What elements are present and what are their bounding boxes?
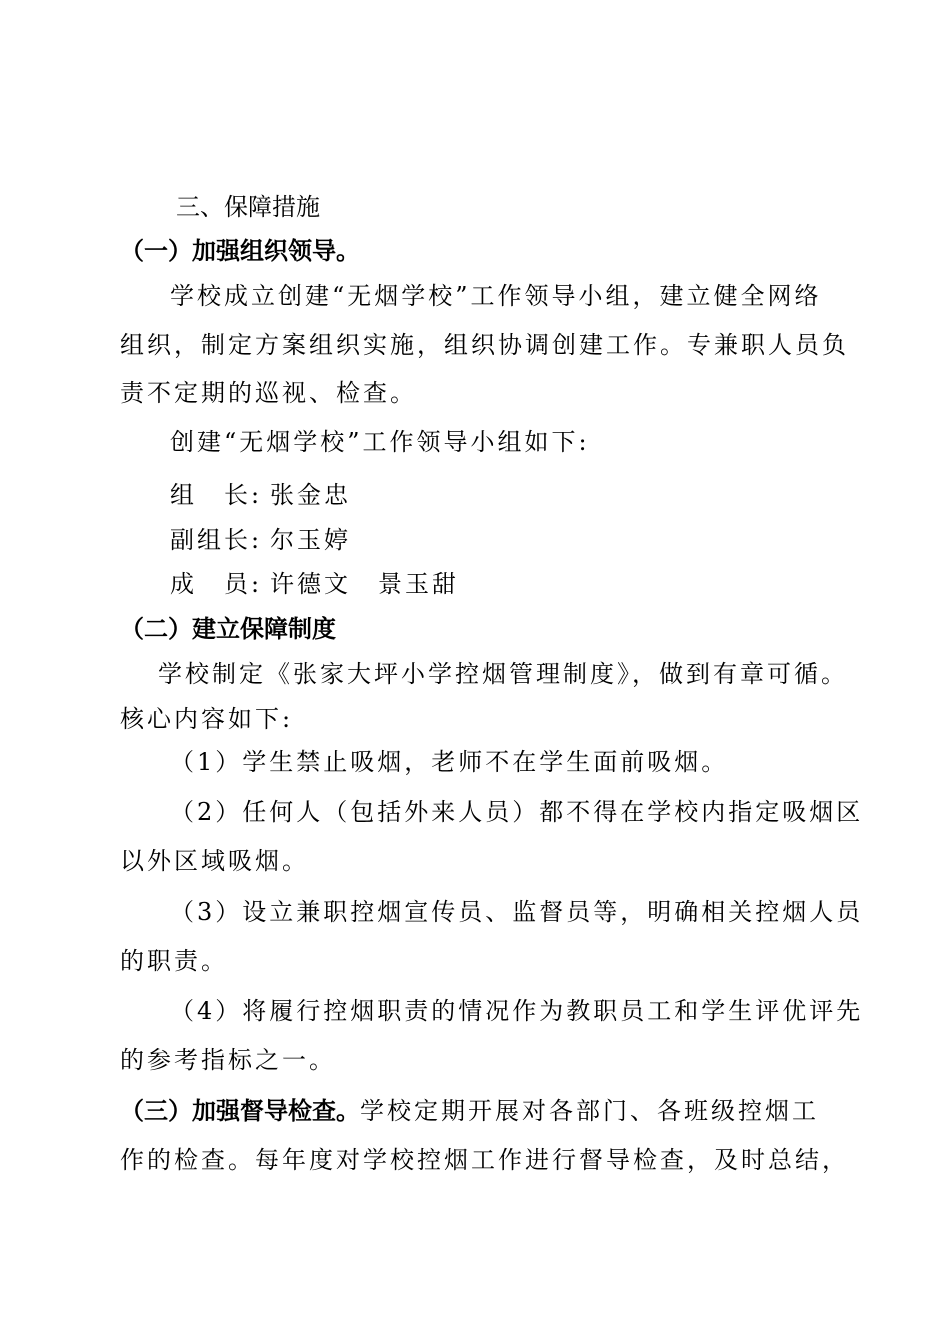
member-names: 尔玉婷 bbox=[270, 526, 351, 554]
member-row bbox=[170, 569, 459, 599]
paragraph-line: 作的检查。每年度对学校控烟工作进行督导检查，及时总结， bbox=[120, 1146, 849, 1174]
list-item: （1）学生禁止吸烟，老师不在学生面前吸烟。 bbox=[170, 748, 729, 776]
subsection-heading-2: （二）建立保障制度 bbox=[120, 615, 336, 643]
subsection-heading-1: （一）加强组织领导。 bbox=[120, 237, 360, 265]
list-item: （2）任何人（包括外来人员）都不得在学校内指定吸烟区 bbox=[170, 798, 864, 826]
paragraph-line: 核心内容如下: bbox=[120, 705, 294, 733]
subsection-3-line bbox=[120, 1096, 819, 1126]
paragraph-line: 组织，制定方案组织实施，组织协调创建工作。专兼职人员负 bbox=[120, 331, 849, 359]
member-row bbox=[170, 480, 351, 510]
paragraph-line: 责不定期的巡视、检查。 bbox=[120, 379, 417, 407]
section-title: 三、保障措施 bbox=[176, 193, 320, 221]
list-item: （3）设立兼职控烟宣传员、监督员等，明确相关控烟人员 bbox=[170, 898, 864, 926]
member-names: 许德文 景玉甜 bbox=[270, 570, 459, 598]
subsection-heading-3: （三）加强督导检查。 bbox=[120, 1097, 360, 1125]
member-names: 张金忠 bbox=[270, 481, 351, 509]
member-role: 成 员: bbox=[170, 570, 263, 598]
paragraph-inline: 学校定期开展对各部门、各班级控烟工 bbox=[360, 1097, 819, 1125]
paragraph-line: 学校制定《张家大坪小学控烟管理制度》，做到有章可循。 bbox=[158, 660, 848, 688]
member-role: 副组长: bbox=[170, 526, 263, 554]
member-role: 组 长: bbox=[170, 481, 263, 509]
group-intro: 创建“无烟学校”工作领导小组如下: bbox=[170, 428, 590, 456]
list-item-continuation: 以外区域吸烟。 bbox=[120, 847, 309, 875]
list-item-continuation: 的职责。 bbox=[120, 947, 228, 975]
paragraph-line: 学校成立创建“无烟学校”工作领导小组，建立健全网络 bbox=[170, 282, 822, 310]
list-item-continuation: 的参考指标之一。 bbox=[120, 1046, 336, 1074]
member-row bbox=[170, 525, 351, 555]
list-item: （4）将履行控烟职责的情况作为教职员工和学生评优评先 bbox=[170, 997, 864, 1025]
